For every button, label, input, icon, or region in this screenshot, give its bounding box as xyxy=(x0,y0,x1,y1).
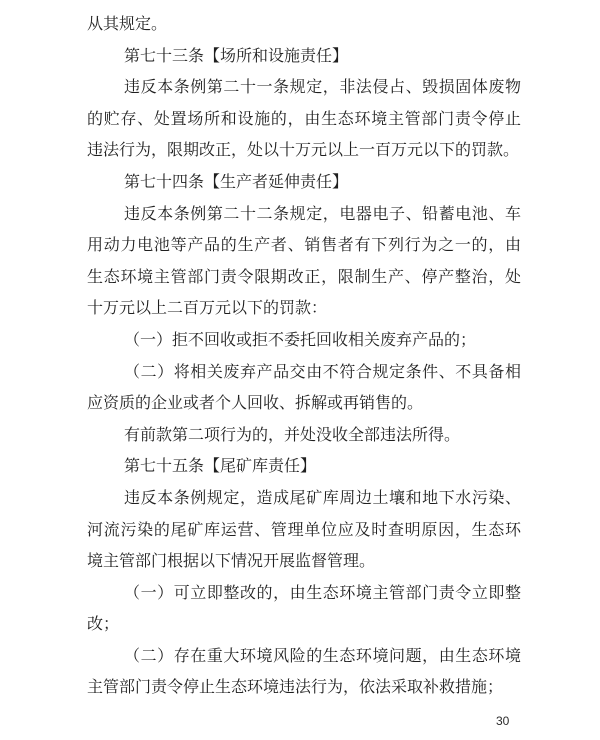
text-line: 十万元以上二百万元以下的罚款： xyxy=(87,300,328,318)
text-line: 违反本条例规定，造成尾矿库周边土壤和地下水污染、 xyxy=(124,489,521,507)
document-body xyxy=(87,9,521,704)
text-line: 违法行为，限期改正，处以十万元以上一百万元以下的罚款。 xyxy=(87,142,520,160)
text-line: （一）可立即整改的，由生态环境主管部门责令立即整 xyxy=(124,584,521,602)
text-line: 境主管部门根据以下情况开展监督管理。 xyxy=(87,553,376,571)
text-line: 生态环境主管部门责令限期改正，限制生产、停产整治，处 xyxy=(87,268,521,286)
text-line: 应资质的企业或者个人回收、拆解或再销售的。 xyxy=(87,395,424,413)
text-line: 第七十三条【场所和设施责任】 xyxy=(124,47,349,65)
text-line: 用动力电池等产品的生产者、销售者有下列行为之一的，由 xyxy=(87,237,521,255)
text-line: 违反本条例第二十二条规定，电器电子、铅蓄电池、车 xyxy=(124,205,521,223)
text-line: 从其规定。 xyxy=(87,16,168,33)
text-line: 河流污染的尾矿库运营、管理单位应及时查明原因，生态环 xyxy=(87,521,521,539)
text-line: 改； xyxy=(87,616,120,634)
text-line: （二）存在重大环境风险的生态环境问题，由生态环境 xyxy=(124,647,521,665)
page-number: 30 xyxy=(496,714,510,728)
text-line: 违反本条例第二十一条规定，非法侵占、毁损固体废物 xyxy=(124,79,521,97)
text-line: 主管部门责令停止生态环境违法行为，依法采取补救措施； xyxy=(87,679,504,697)
text-line: （一）拒不回收或拒不委托回收相关废弃产品的； xyxy=(124,331,477,349)
text-line: （二）将相关废弃产品交由不符合规定条件、不具备相 xyxy=(124,363,521,381)
text-line: 的贮存、处置场所和设施的，由生态环境主管部门责令停止 xyxy=(87,110,521,128)
text-line: 第七十四条【生产者延伸责任】 xyxy=(124,173,349,191)
text-line: 有前款第二项行为的，并处没收全部违法所得。 xyxy=(124,426,461,444)
text-line: 第七十五条【尾矿库责任】 xyxy=(124,458,317,476)
